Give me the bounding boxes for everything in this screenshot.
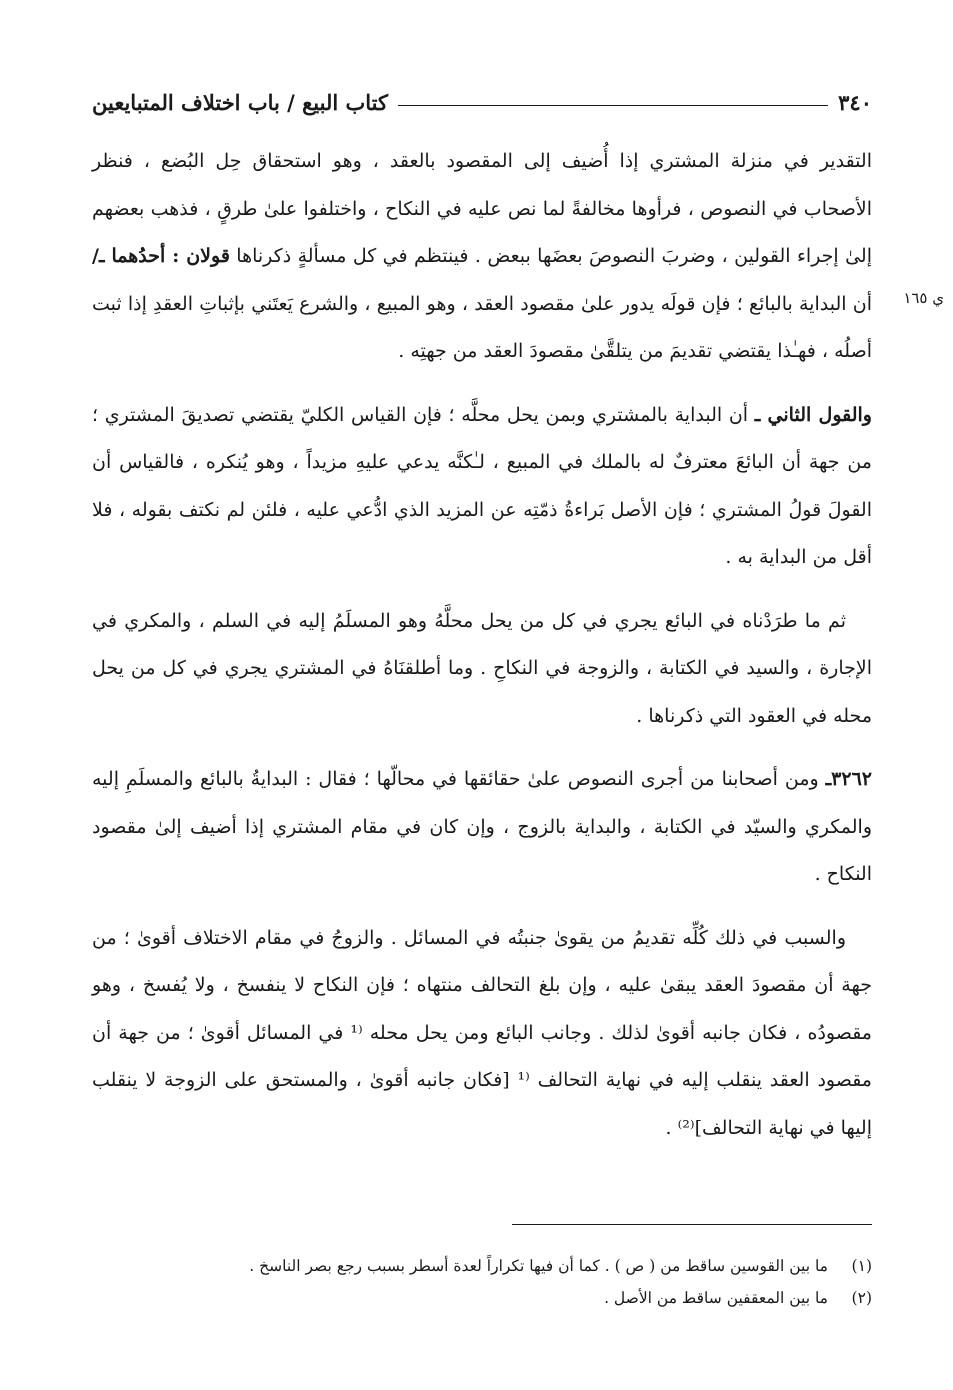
text-segment: أن البداية بالمشتري وبمن يحل محلَّه ؛ فإن القياس الكليّ يقتضي تصديقَ المشتري ؛ من جهة أن البائعَ معترفٌ له بالملك في المبيع ، لـٰكنَّه يدعي عليهِ مزيداً ، وهو يُنكره ، فالقياس أن القولَ قولُ المشتري ؛ فإن الأصل بَراءةُ ذمّتِه عن المزيد الذي ادُّعي عليه ، فلئن لم نكتف بقوله ، فلا أقل من البداية به . <box>92 403 872 568</box>
paragraph <box>92 598 872 741</box>
footnote-number: (٢) <box>851 1289 872 1307</box>
footnote <box>92 1282 872 1314</box>
footnote-number: (١) <box>851 1257 872 1275</box>
paragraph <box>92 138 872 376</box>
bold-text-segment: والقول الثاني ـ <box>754 403 872 426</box>
text-segment: ومن أصحابنا من أجرى النصوص علىٰ حقائقها في محالّها ؛ فقال : البدايةُ بالبائع والمسلَمِ إليه والمكري والسيّد في الكتابة ، والبداية بالزوج ، وإن كان في مقام المشتري إذا أضيف إلىٰ مقصود النكاح . <box>92 768 872 885</box>
footnote <box>92 1250 872 1282</box>
footnote-text: ما بين المعقفين ساقط من الأصل . <box>604 1289 828 1307</box>
text-segment: والسبب في ذلك كُلِّه تقديمُ من يقوىٰ جنبتُه في المسائل . والزوجُ في مقام الاختلاف أقوىٰ ؛ من جهة أن مقصودَ العقد يبقىٰ عليه ، وإن بلغ التحالف منتهاه ؛ فإن النكاح لا ينفسخ ، ولا يُفسخ ، وهو مقصودُه ، فكان جانبه أقوىٰ لذلك . وجانب البائع ومن يحل محله ⁽¹ في المسائل أقوىٰ ؛ من جهة أن مقصود العقد ينقلب إليه في نهاية التحالف ⁽¹ [فكان جانبه أقوىٰ ، والمستحق على الزوجة لا ينقلب إليها في نهاية التحالف]⁽²⁾ . <box>92 926 872 1139</box>
main-text <box>92 138 872 1168</box>
text-segment: ثم ما طرَدْناه في البائع يجري في كل من يحل محلَّهُ وهو المسلَمُ إليه في السلم ، والمكري في الإجارة ، والسيد في الكتابة ، والزوجة في النكاحِ . وما أطلقنَاهُ في المشتري يجري في كل من يحل محله في العقود التي ذكرناها . <box>92 609 872 727</box>
section-number: ٣٢٦٢ـ <box>825 768 872 790</box>
bold-text-segment: قولان : أحدُهما ـ/ <box>92 245 230 267</box>
paragraph <box>92 392 872 582</box>
footnote-separator <box>512 1224 872 1225</box>
footnotes <box>92 1250 872 1314</box>
paragraph <box>92 915 872 1153</box>
paragraph <box>92 756 872 899</box>
page-number: ٣٤٠ <box>838 89 872 115</box>
header-rule <box>398 105 828 106</box>
running-header <box>92 84 872 120</box>
running-title: كتاب البيع / باب اختلاف المتبايعين <box>92 89 389 115</box>
footnote-text: ما بين القوسين ساقط من ( ص ) . كما أن فيها تكراراً لعدة أسطر بسبب رجع بصر الناسخ . <box>249 1257 828 1275</box>
text-segment: أن البداية بالبائع ؛ فإن قولَه يدور علىٰ مقصود العقد ، وهو المبيع ، والشرع يَعتَني بإثباتِ العقدِ إذا ثبت أصلُه ، فهـٰذا يقتضي تقديمَ من يتلقَّىٰ مقصودَ العقد من جهتِه . <box>92 292 872 362</box>
text-segment: التقدير في منزلة المشتري إذا أُضيف إلى المقصود بالعقد ، وهو استحقاق حِل البُضع ، فنظر الأصحاب في النصوص ، فرأوها مخالفةً لما نص عليه في النكاح ، واختلفوا علىٰ طرقٍ ، فذهب بعضهم إلىٰ إجراء القولين ، وضربَ النصوصَ بعضَها ببعض . فينتظم في كل مسألةٍ ذكرناها <box>92 150 872 267</box>
margin-folio-note: ي ١٦٥ <box>903 289 944 307</box>
